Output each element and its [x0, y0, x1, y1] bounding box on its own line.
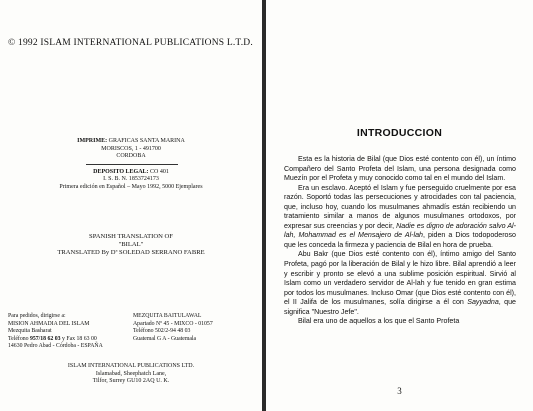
orders-org: MISION AHMADIA DEL ISLAM: [8, 320, 90, 327]
mezquita-line-2: Teléfono 502/2-94 48 03: [133, 328, 191, 334]
orders-phone-label: Teléfono: [8, 335, 30, 342]
page-number: 3: [397, 386, 402, 396]
legal-deposit: [0, 169, 262, 176]
orders-place: Mezquita Basharat: [8, 328, 52, 334]
translation-info: [0, 233, 262, 258]
legal-info: [0, 169, 262, 191]
copyright-line: © 1992 ISLAM INTERNATIONAL PUBLICATIONS L.T.D.: [8, 38, 253, 48]
paragraph-4: Bilal era uno de aquellos a los que el Santo Profeta: [298, 317, 460, 326]
divider-rule: [86, 164, 178, 165]
paragraph-3-text-a: Abu Bakr (que Dios esté contento con él), íntimo amigo del Santo Profeta, pagó por la liberación de Bilal y le hizo libre. Bilal aprendió a leer y escribir y pronto se elevó a una sublime posición espiritual. Sirvió al Islam como un verdadero servidor de Al-lah y fue tenido en gran estima por todos los musulmanes. Incluso Omar (que Dios esté contento con él), el II Jalifa de los musulmanes, solía dirigirse a él con: [284, 250, 516, 307]
paragraph-3-text-b: , que significa "Nuestro Jefe".: [284, 298, 516, 316]
chapter-body: [284, 155, 516, 327]
chapter-title: INTRODUCCION: [356, 127, 443, 139]
orders-phone: 957/18 62 03: [29, 335, 61, 342]
publisher-block: [0, 363, 262, 386]
orders-block: [8, 313, 103, 351]
paragraph-3-italic: Sayyadna: [467, 298, 499, 307]
mezquita-name: MEZQUITA BAITULAWAL: [133, 313, 202, 319]
paragraph-3: [284, 250, 516, 317]
printer-name: [0, 138, 262, 146]
paragraph-1: Esta es la historia de Bilal (que Dios esté contento con él), un íntimo Compañero del Santo Profeta del Islam, una persona designada como Muezín por el Profeta y muy conocido como tal en el mundo del Islam.: [284, 155, 516, 183]
orders-phone-line: [8, 336, 103, 344]
orders-fax: y Fax 18 63 00: [60, 335, 97, 342]
mezquita-line-3: Guatemal G A - Guatemala: [133, 335, 197, 342]
paragraph-2-text-b: , piden a Dios todopoderoso que les conceda la firmeza y paciencia de Bilal en hora de prueba.: [284, 231, 516, 249]
orders-title: Para pedidos, dirigirse a:: [8, 313, 66, 319]
mezquita-line-1: Apartado Nº 45 - MIXCO - 01057: [133, 320, 213, 327]
orders-city: 14630 Pedro Abad - Córdoba - ESPAÑA: [8, 343, 103, 349]
publisher-line-2: Tilfor, Surrey GU10 2AQ U. K.: [92, 378, 170, 384]
paragraph-2-italic: Nadie es digno de adoración salvo Al-lah, Mohammad es el Mensajero de Al-lah: [284, 221, 516, 240]
right-page: [266, 0, 533, 411]
translation-line-2: "BILAL": [118, 241, 144, 249]
legal-label: DEPOSITO LEGAL:: [93, 169, 149, 175]
edition-note: Primera edición en Español – Mayo 1992, 5000 Ejemplares: [59, 183, 203, 190]
printer-address: MORISCOS, 1 - 491700: [101, 145, 161, 152]
isbn: I. S. B. N. 1853724173: [103, 176, 159, 183]
printer-city: CORDOBA: [116, 153, 146, 160]
printer-value: GRAFICAS SANTA MARINA: [107, 138, 185, 144]
left-page: [0, 0, 262, 411]
publisher-line-1: Islamabad, Sheephatch Lane,: [95, 370, 167, 377]
paragraph-2-text-a: Era un esclavo. Aceptó el Islam y fue perseguido cruelmente por esa razón. Soportó todas las persecuciones y atrocidades con tal paciencia, que, incluso hoy, cuando los musulmanes ahmadís están recibiendo un tratamiento similar a manos de algunos musulmanes ortodoxos, por expresar sus creencias y por decir,: [284, 183, 516, 230]
mezquita-block: [133, 313, 213, 343]
translation-line-1: SPANISH TRANSLATION OF: [89, 233, 173, 240]
legal-value: CO 401: [148, 169, 169, 175]
paragraph-2: [284, 184, 516, 251]
printer-label: IMPRIME:: [77, 138, 108, 144]
printer-info: [0, 138, 262, 161]
translator: TRANSLATED By Dª SOLEDAD SERRANO FABRE: [57, 249, 205, 257]
publisher-name: ISLAM INTERNATIONAL PUBLICATIONS LTD.: [67, 363, 195, 369]
